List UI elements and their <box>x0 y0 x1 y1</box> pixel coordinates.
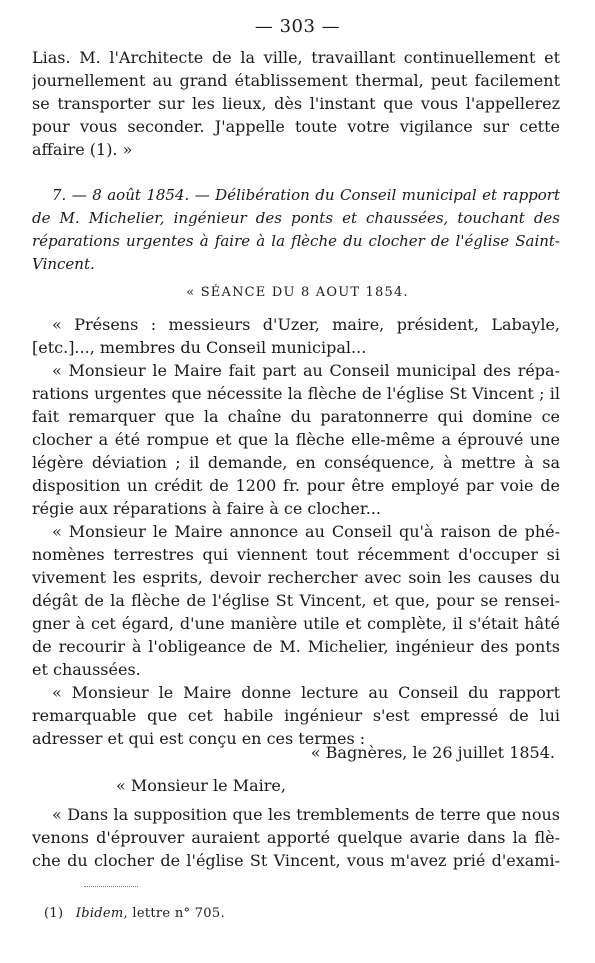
text-line: de recourir à l'obligeance de M. Michelier, ingénieur des ponts <box>32 637 560 656</box>
text-line: disposition un crédit de 1200 fr. pour être employé par voie de <box>32 476 560 495</box>
text-line: venons d'éprouver auraient apporté quelque avarie dans la flè- <box>32 828 560 847</box>
footnote-ref: Ibidem <box>75 906 124 921</box>
text-line: et chaussées. <box>32 660 141 679</box>
text-line: vivement les esprits, devoir rechercher avec soin les causes du <box>32 568 560 587</box>
text-line: « Présens : messieurs d'Uzer, maire, président, Labayle, <box>52 315 560 334</box>
text-line: « Dans la supposition que les tremblements de terre que nous <box>52 805 560 824</box>
text-line: « Monsieur le Maire donne lecture au Conseil du rapport <box>52 683 560 702</box>
footnote-marker: (1) <box>44 906 64 921</box>
footnote <box>44 906 225 921</box>
text-line: remarquable que cet habile ingénieur s'est empressé de lui <box>32 706 560 725</box>
salutation: « Monsieur le Maire, <box>116 776 286 795</box>
text-line: nomènes terrestres qui viennent tout récemment d'occuper si <box>32 545 560 564</box>
entry-heading <box>32 184 560 276</box>
text-line: dégât de la flèche de l'église St Vincent, et que, pour se rensei- <box>32 591 560 610</box>
heading-line: 7. — 8 août 1854. — Délibération du Conseil municipal et rapport <box>52 186 560 204</box>
text-line: légère déviation ; il demande, en conséquence, à mettre à sa <box>32 453 560 472</box>
seance-heading: « SÉANCE DU 8 AOUT 1854. <box>186 285 409 300</box>
text-line: « Monsieur le Maire annonce au Conseil qu'à raison de phé- <box>52 522 560 541</box>
dateline: « Bagnères, le 26 juillet 1854. <box>310 743 555 762</box>
deliberation-body <box>32 313 560 750</box>
text-line: adresser et qui est conçu en ces termes : <box>32 729 366 748</box>
text-line: fait remarquer que la chaîne du paratonnerre qui domine ce <box>32 407 560 426</box>
text-line: journellement au grand établissement thermal, peut facilement <box>32 71 560 90</box>
heading-line: réparations urgentes à faire à la flèche du clocher de l'église Saint- <box>32 232 560 250</box>
text-line: clocher a été rompue et que la flèche elle-même a éprouvé une <box>32 430 560 449</box>
text-line: pour vous seconder. J'appelle toute votre vigilance sur cette <box>32 117 560 136</box>
text-line: se transporter sur les lieux, dès l'instant que vous l'appellerez <box>32 94 560 113</box>
footnote-text: , lettre n° 705. <box>123 906 225 921</box>
intro-paragraph <box>32 46 560 161</box>
text-line: rations urgentes que nécessite la flèche de l'église St Vincent ; il <box>32 384 560 403</box>
text-line: che du clocher de l'église St Vincent, vous m'avez prié d'exami- <box>32 851 560 870</box>
text-line: « Monsieur le Maire fait part au Conseil municipal des répa- <box>52 361 560 380</box>
heading-line: Vincent. <box>32 255 95 273</box>
closing-paragraph <box>32 803 560 872</box>
page-number: — 303 — <box>254 16 341 37</box>
text-line: gner à cet égard, d'une manière utile et complète, il s'était hâté <box>32 614 560 633</box>
heading-line: de M. Michelier, ingénieur des ponts et chaussées, touchant des <box>32 209 560 227</box>
text-line: affaire (1). » <box>32 140 133 159</box>
text-line: Lias. M. l'Architecte de la ville, travaillant continuellement et <box>32 48 560 67</box>
text-line: [etc.]..., membres du Conseil municipal... <box>32 338 367 357</box>
text-line: régie aux réparations à faire à ce clocher... <box>32 499 381 518</box>
footnote-rule <box>84 886 138 887</box>
